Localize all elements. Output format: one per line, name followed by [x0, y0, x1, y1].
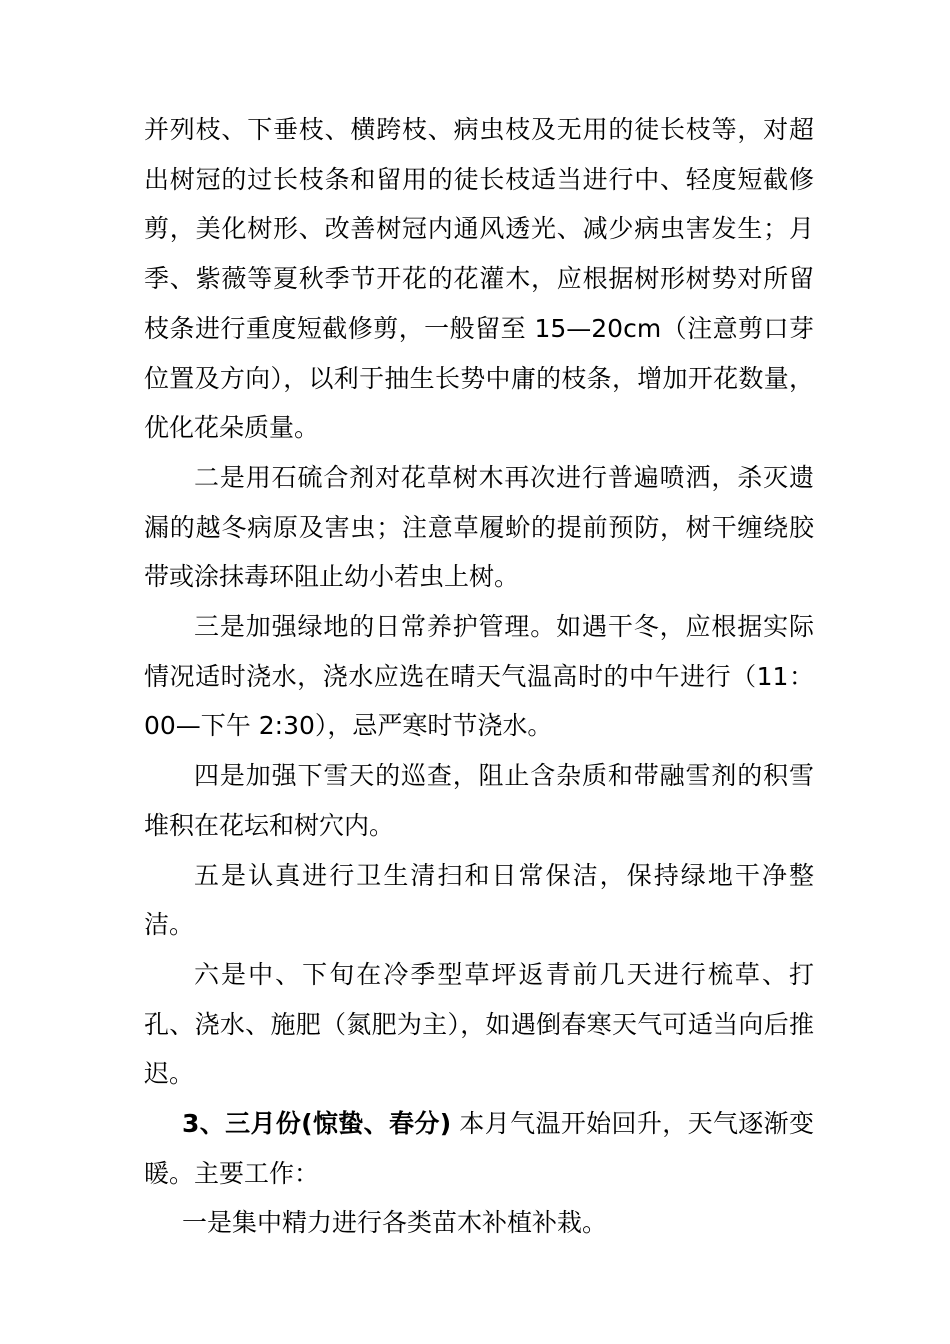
paragraph-item-five: 五是认真进行卫生清扫和日常保洁，保持绿地干净整洁。 [144, 860, 814, 940]
paragraph-item-three: 三是加强绿地的日常养护管理。如遇干冬，应根据实际情况适时浇水，浇水应选在晴天气温高时的中午进行（11：00—下午 2:30），忌严寒时节浇水。 [144, 612, 814, 741]
paragraph-item-four: 四是加强下雪天的巡查，阻止含杂质和带融雪剂的积雪堆积在花坛和树穴内。 [144, 761, 814, 840]
document-body [144, 105, 814, 1248]
paragraph-pruning: 并列枝、下垂枝、横跨枝、病虫枝及无用的徒长枝等，对超出树冠的过长枝条和留用的徒长枝适当进行中、轻度短截修剪，美化树形、改善树冠内通风透光、减少病虫害发生；月季、紫薇等夏秋季节开花的花灌木，应根据树形树势对所留枝条进行重度短截修剪，一般留至 15—20cm（注意剪口芽位置及方向），以利于抽生长势中庸的枝条，增加开花数量，优化花朵质量。 [144, 115, 814, 443]
paragraph-item-two: 二是用石硫合剂对花草树木再次进行普遍喷洒，杀灭遗漏的越冬病原及害虫；注意草履蚧的提前预防，树干缠绕胶带或涂抹毒环阻止幼小若虫上树。 [144, 462, 814, 592]
section-heading: 3、三月份(惊蛰、春分) [182, 1109, 452, 1139]
paragraph-item-six: 六是中、下旬在冷季型草坪返青前几天进行梳草、打孔、浇水、施肥（氮肥为主），如遇倒春寒天气可适当向后推迟。 [144, 959, 814, 1089]
paragraph-march-item-one: 一是集中精力进行各类苗木补植补栽。 [182, 1208, 608, 1238]
section-intro-text: 本月气温开始回升，天气逐渐变暖。主要工作： [144, 1109, 814, 1188]
section-march [144, 1099, 814, 1198]
